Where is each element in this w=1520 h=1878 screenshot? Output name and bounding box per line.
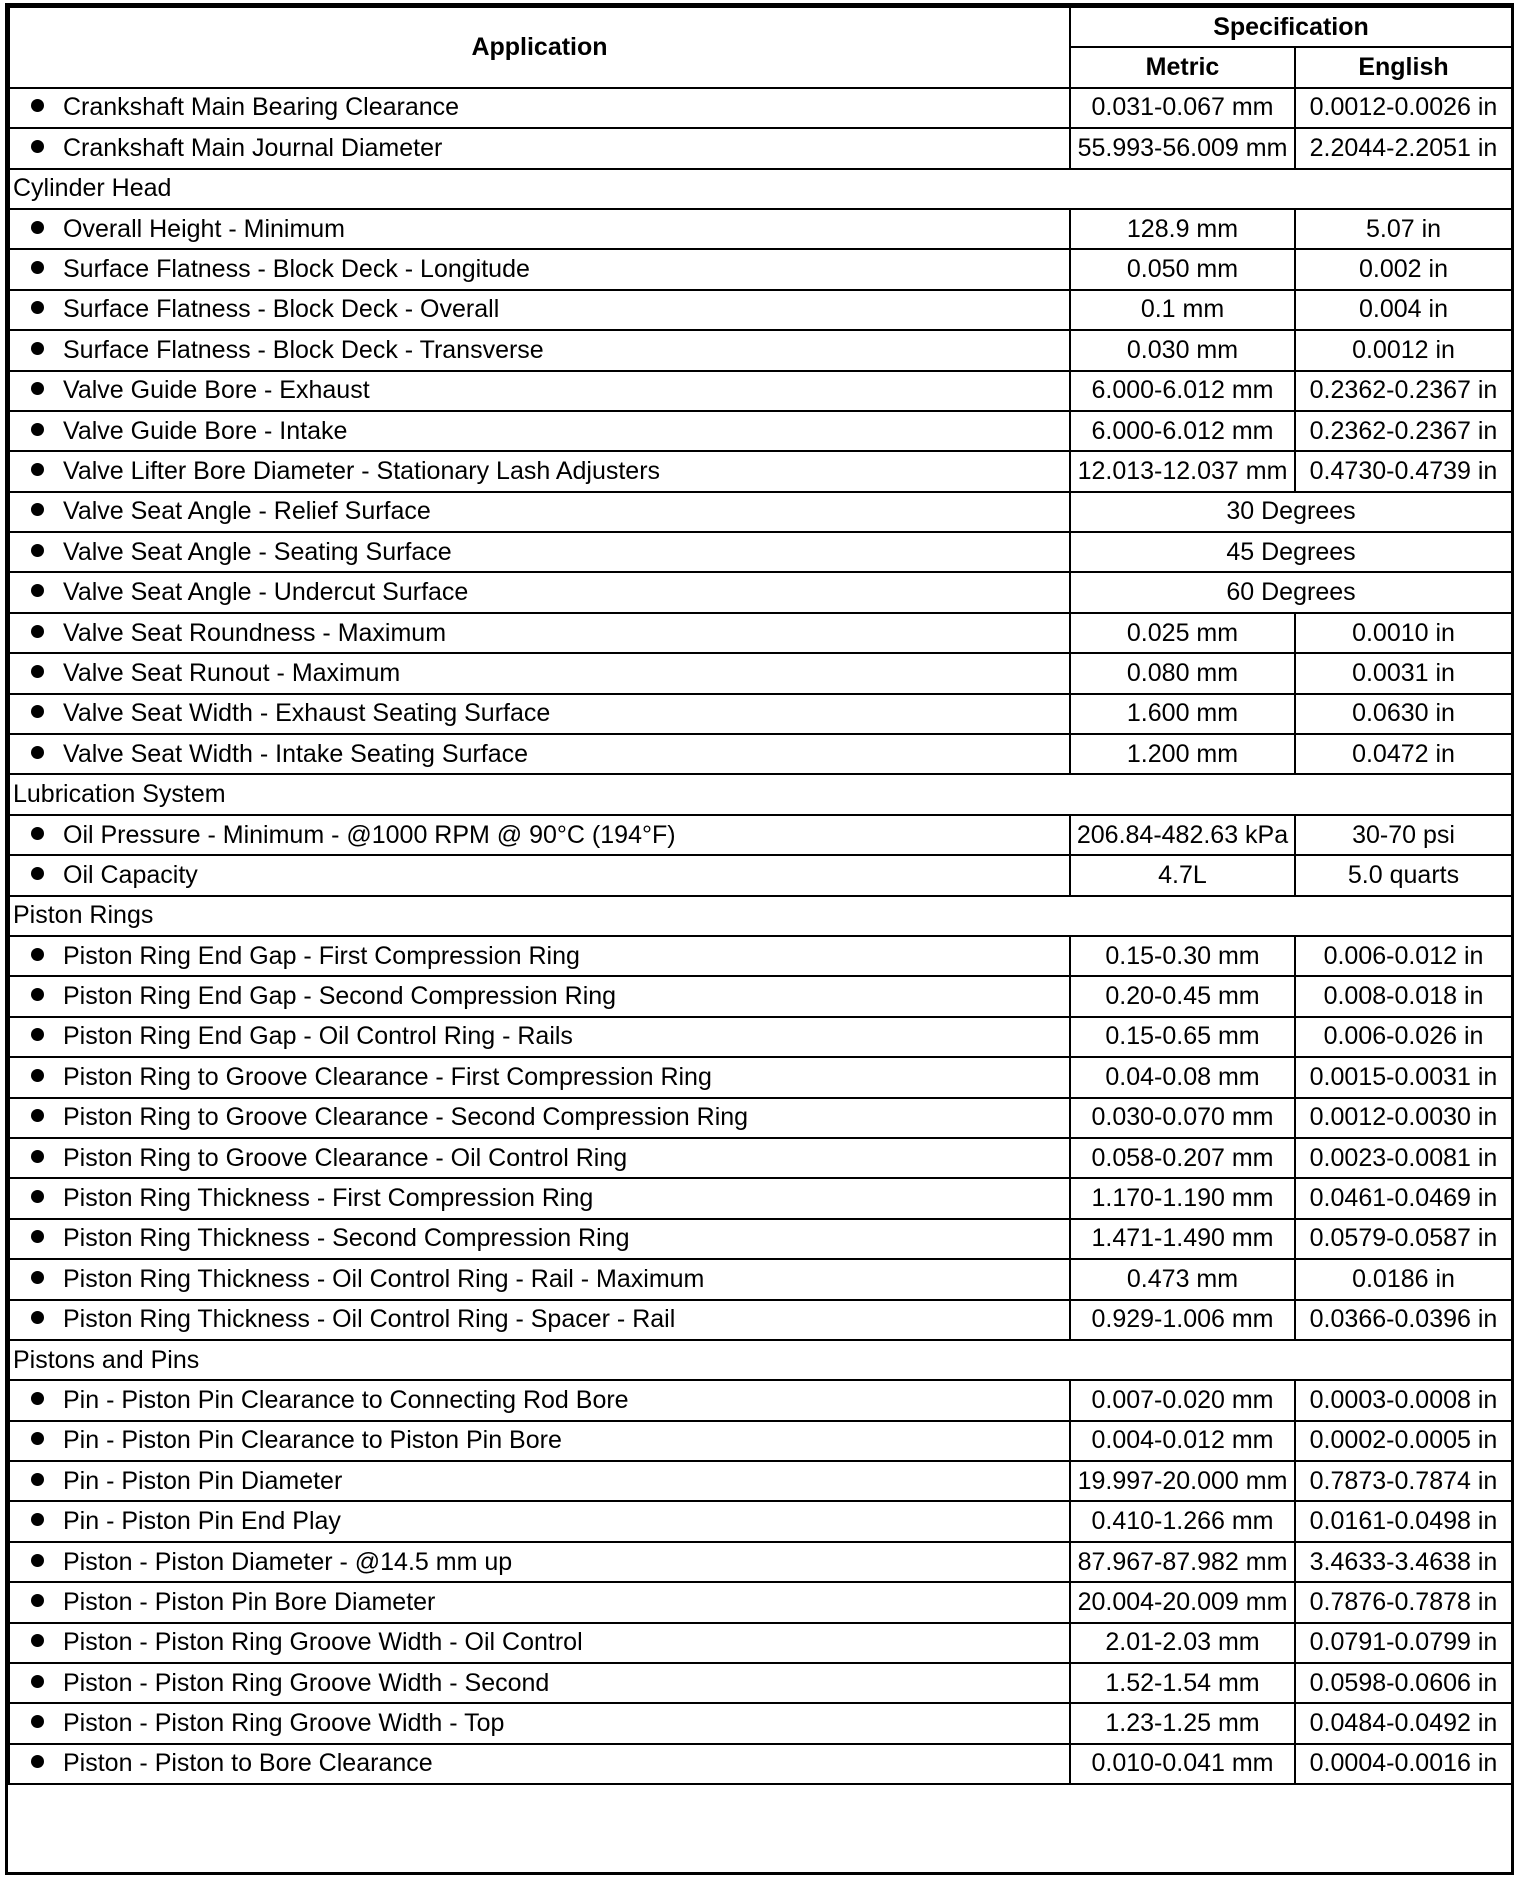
metric-value: 0.058-0.207 mm [1070, 1138, 1295, 1178]
bullet-icon [31, 1675, 44, 1688]
metric-value: 1.200 mm [1070, 734, 1295, 774]
english-value: 0.0002-0.0005 in [1295, 1421, 1512, 1461]
table-row [9, 976, 1512, 1016]
application-cell [9, 1219, 1070, 1259]
metric-value: 19.997-20.000 mm [1070, 1461, 1295, 1501]
bullet-icon [31, 1109, 44, 1122]
application-cell [9, 1623, 1070, 1663]
bullet-icon [31, 988, 44, 1001]
table-row [9, 1057, 1512, 1097]
metric-value: 1.471-1.490 mm [1070, 1219, 1295, 1259]
table-row [9, 1623, 1512, 1663]
application-label: Piston - Piston to Bore Clearance [63, 1749, 433, 1778]
application-label: Valve Guide Bore - Exhaust [63, 376, 370, 405]
metric-value: 0.20-0.45 mm [1070, 976, 1295, 1016]
bullet-icon [31, 1594, 44, 1607]
english-value: 5.07 in [1295, 209, 1512, 249]
english-value: 0.0472 in [1295, 734, 1512, 774]
bullet-icon [31, 423, 44, 436]
application-cell [9, 1542, 1070, 1582]
english-value: 0.0630 in [1295, 694, 1512, 734]
application-cell [9, 1138, 1070, 1178]
metric-value: 0.025 mm [1070, 613, 1295, 653]
bullet-icon [31, 1634, 44, 1647]
bullet-icon [31, 867, 44, 880]
application-cell [9, 572, 1070, 612]
table-row [9, 815, 1512, 855]
application-cell [9, 1703, 1070, 1743]
english-value: 0.008-0.018 in [1295, 976, 1512, 1016]
application-label: Valve Lifter Bore Diameter - Stationary Lash Adjusters [63, 456, 661, 485]
bullet-icon [31, 503, 44, 516]
section-title: Cylinder Head [9, 169, 1512, 209]
table-row [9, 1380, 1512, 1420]
english-value: 0.0003-0.0008 in [1295, 1380, 1512, 1420]
application-cell [9, 1057, 1070, 1097]
metric-value: 0.004-0.012 mm [1070, 1421, 1295, 1461]
application-cell [9, 976, 1070, 1016]
table-row [9, 734, 1512, 774]
bullet-icon [31, 948, 44, 961]
application-label: Piston - Piston Pin Bore Diameter [63, 1587, 436, 1616]
application-cell [9, 936, 1070, 976]
section-row [9, 896, 1512, 936]
metric-value: 0.010-0.041 mm [1070, 1744, 1295, 1784]
metric-value: 0.031-0.067 mm [1070, 88, 1295, 128]
bullet-icon [31, 746, 44, 759]
application-cell [9, 613, 1070, 653]
bullet-icon [31, 261, 44, 274]
application-cell [9, 249, 1070, 289]
section-title: Pistons and Pins [9, 1340, 1512, 1380]
application-cell [9, 1582, 1070, 1622]
table-row [9, 653, 1512, 693]
application-label: Piston Ring to Groove Clearance - Second Compression Ring [63, 1103, 749, 1132]
application-label: Valve Seat Angle - Seating Surface [63, 537, 452, 566]
application-label: Piston Ring End Gap - Oil Control Ring - Rails [63, 1022, 573, 1051]
application-label: Oil Capacity [63, 860, 198, 889]
application-cell [9, 88, 1070, 128]
specification-table [8, 6, 1513, 1785]
table-row [9, 1219, 1512, 1259]
application-cell [9, 128, 1070, 168]
bullet-icon [31, 99, 44, 112]
english-value: 0.002 in [1295, 249, 1512, 289]
bullet-icon [31, 1513, 44, 1526]
bullet-icon [31, 1150, 44, 1163]
bullet-icon [31, 625, 44, 638]
application-label: Piston Ring End Gap - Second Compression Ring [63, 982, 617, 1011]
metric-value: 0.15-0.65 mm [1070, 1017, 1295, 1057]
metric-value: 0.1 mm [1070, 290, 1295, 330]
metric-value: 55.993-56.009 mm [1070, 128, 1295, 168]
bullet-icon [31, 1432, 44, 1445]
bullet-icon [31, 665, 44, 678]
table-row [9, 128, 1512, 168]
english-header: English [1295, 47, 1512, 87]
bullet-icon [31, 301, 44, 314]
application-cell [9, 1017, 1070, 1057]
table-row [9, 1461, 1512, 1501]
application-label: Valve Seat Width - Intake Seating Surface [63, 739, 529, 768]
bullet-icon [31, 1392, 44, 1405]
english-value: 0.0031 in [1295, 653, 1512, 693]
english-value: 0.0579-0.0587 in [1295, 1219, 1512, 1259]
table-row [9, 1663, 1512, 1703]
table-row [9, 1098, 1512, 1138]
application-label: Valve Seat Width - Exhaust Seating Surface [63, 699, 551, 728]
bullet-icon [31, 584, 44, 597]
metric-value: 0.929-1.006 mm [1070, 1300, 1295, 1340]
english-value: 0.0791-0.0799 in [1295, 1623, 1512, 1663]
application-label: Valve Seat Angle - Undercut Surface [63, 578, 469, 607]
application-label: Pin - Piston Pin End Play [63, 1507, 341, 1536]
application-label: Piston Ring Thickness - Oil Control Ring - Rail - Maximum [63, 1264, 705, 1293]
application-cell [9, 411, 1070, 451]
metric-value: 0.030 mm [1070, 330, 1295, 370]
section-title: Lubrication System [9, 774, 1512, 814]
bullet-icon [31, 1190, 44, 1203]
english-value: 0.0012-0.0026 in [1295, 88, 1512, 128]
application-cell [9, 855, 1070, 895]
english-value: 30-70 psi [1295, 815, 1512, 855]
table-row [9, 936, 1512, 976]
application-label: Valve Seat Runout - Maximum [63, 658, 401, 687]
english-value: 0.7876-0.7878 in [1295, 1582, 1512, 1622]
application-label: Piston - Piston Ring Groove Width - Top [63, 1709, 505, 1738]
application-cell [9, 330, 1070, 370]
metric-value: 6.000-6.012 mm [1070, 371, 1295, 411]
english-value: 0.0461-0.0469 in [1295, 1178, 1512, 1218]
bullet-icon [31, 1311, 44, 1324]
bullet-icon [31, 544, 44, 557]
bullet-icon [31, 140, 44, 153]
metric-value: 0.04-0.08 mm [1070, 1057, 1295, 1097]
metric-value: 20.004-20.009 mm [1070, 1582, 1295, 1622]
table-row [9, 1501, 1512, 1541]
bullet-icon [31, 463, 44, 476]
english-value: 0.2362-0.2367 in [1295, 411, 1512, 451]
metric-value: 0.030-0.070 mm [1070, 1098, 1295, 1138]
bullet-icon [31, 382, 44, 395]
table-row [9, 1421, 1512, 1461]
table-row [9, 1582, 1512, 1622]
bullet-icon [31, 1028, 44, 1041]
english-value: 0.0366-0.0396 in [1295, 1300, 1512, 1340]
application-cell [9, 1300, 1070, 1340]
application-label: Piston - Piston Ring Groove Width - Second [63, 1668, 550, 1697]
metric-value: 1.600 mm [1070, 694, 1295, 734]
application-cell [9, 1744, 1070, 1784]
table-row [9, 1300, 1512, 1340]
table-row [9, 1259, 1512, 1299]
application-cell [9, 371, 1070, 411]
application-cell [9, 734, 1070, 774]
table-row [9, 330, 1512, 370]
metric-value: 4.7L [1070, 855, 1295, 895]
metric-value: 87.967-87.982 mm [1070, 1542, 1295, 1582]
metric-value: 0.410-1.266 mm [1070, 1501, 1295, 1541]
english-value: 0.0015-0.0031 in [1295, 1057, 1512, 1097]
application-cell [9, 1663, 1070, 1703]
bullet-icon [31, 1069, 44, 1082]
table-row [9, 855, 1512, 895]
bullet-icon [31, 705, 44, 718]
application-cell [9, 492, 1070, 532]
application-label: Piston Ring to Groove Clearance - First Compression Ring [63, 1062, 712, 1091]
application-cell [9, 1098, 1070, 1138]
bullet-icon [31, 827, 44, 840]
metric-value: 12.013-12.037 mm [1070, 451, 1295, 491]
table-row [9, 572, 1512, 612]
application-label: Surface Flatness - Block Deck - Longitude [63, 255, 530, 284]
application-cell [9, 1259, 1070, 1299]
english-value: 0.0012-0.0030 in [1295, 1098, 1512, 1138]
application-label: Pin - Piston Pin Clearance to Piston Pin Bore [63, 1426, 562, 1455]
application-cell [9, 694, 1070, 734]
application-cell [9, 815, 1070, 855]
application-cell [9, 1421, 1070, 1461]
metric-value: 0.473 mm [1070, 1259, 1295, 1299]
application-cell [9, 1178, 1070, 1218]
english-value: 0.0161-0.0498 in [1295, 1501, 1512, 1541]
table-row [9, 290, 1512, 330]
metric-value: 0.007-0.020 mm [1070, 1380, 1295, 1420]
metric-value: 206.84-482.63 kPa [1070, 815, 1295, 855]
bullet-icon [31, 1755, 44, 1768]
application-label: Valve Guide Bore - Intake [63, 416, 348, 445]
english-value: 0.006-0.012 in [1295, 936, 1512, 976]
table-row [9, 1744, 1512, 1784]
table-row [9, 532, 1512, 572]
english-value: 0.7873-0.7874 in [1295, 1461, 1512, 1501]
table-row [9, 209, 1512, 249]
bullet-icon [31, 221, 44, 234]
bullet-icon [31, 1715, 44, 1728]
bullet-icon [31, 1554, 44, 1567]
section-row [9, 1340, 1512, 1380]
metric-value: 0.15-0.30 mm [1070, 936, 1295, 976]
english-value: 0.004 in [1295, 290, 1512, 330]
application-label: Piston Ring to Groove Clearance - Oil Control Ring [63, 1143, 628, 1172]
application-cell [9, 1461, 1070, 1501]
bullet-icon [31, 1230, 44, 1243]
specification-header: Specification [1070, 7, 1512, 47]
table-row [9, 613, 1512, 653]
application-label: Overall Height - Minimum [63, 214, 346, 243]
english-value: 0.006-0.026 in [1295, 1017, 1512, 1057]
header-row-top [9, 7, 1512, 47]
metric-value: 1.170-1.190 mm [1070, 1178, 1295, 1218]
application-label: Piston Ring Thickness - Oil Control Ring - Spacer - Rail [63, 1305, 676, 1334]
table-row [9, 694, 1512, 734]
application-cell [9, 653, 1070, 693]
metric-value: 128.9 mm [1070, 209, 1295, 249]
application-label: Valve Seat Roundness - Maximum [63, 618, 447, 647]
application-label: Crankshaft Main Journal Diameter [63, 133, 443, 162]
english-value: 0.0023-0.0081 in [1295, 1138, 1512, 1178]
specification-body [9, 88, 1512, 1784]
application-label: Piston Ring Thickness - Second Compression Ring [63, 1224, 630, 1253]
table-row [9, 1703, 1512, 1743]
application-cell [9, 1501, 1070, 1541]
table-row [9, 451, 1512, 491]
bullet-icon [31, 1271, 44, 1284]
bullet-icon [31, 342, 44, 355]
application-label: Crankshaft Main Bearing Clearance [63, 93, 460, 122]
table-row [9, 1178, 1512, 1218]
bullet-icon [31, 1473, 44, 1486]
table-row [9, 371, 1512, 411]
table-row [9, 411, 1512, 451]
application-label: Piston - Piston Ring Groove Width - Oil Control [63, 1628, 583, 1657]
application-label: Piston - Piston Diameter - @14.5 mm up [63, 1547, 513, 1576]
english-value: 2.2044-2.2051 in [1295, 128, 1512, 168]
merged-value-cell: 45 Degrees [1070, 532, 1512, 572]
english-value: 5.0 quarts [1295, 855, 1512, 895]
application-cell [9, 290, 1070, 330]
application-label: Piston Ring Thickness - First Compression Ring [63, 1184, 594, 1213]
table-row [9, 1017, 1512, 1057]
application-cell [9, 451, 1070, 491]
english-value: 0.0010 in [1295, 613, 1512, 653]
metric-value: 2.01-2.03 mm [1070, 1623, 1295, 1663]
table-row [9, 492, 1512, 532]
application-label: Pin - Piston Pin Diameter [63, 1466, 343, 1495]
metric-value: 0.080 mm [1070, 653, 1295, 693]
application-cell [9, 209, 1070, 249]
metric-value: 1.52-1.54 mm [1070, 1663, 1295, 1703]
merged-value-cell: 60 Degrees [1070, 572, 1512, 612]
english-value: 0.0484-0.0492 in [1295, 1703, 1512, 1743]
application-label: Surface Flatness - Block Deck - Overall [63, 295, 500, 324]
english-value: 0.0598-0.0606 in [1295, 1663, 1512, 1703]
metric-value: 0.050 mm [1070, 249, 1295, 289]
merged-value-cell: 30 Degrees [1070, 492, 1512, 532]
english-value: 0.0012 in [1295, 330, 1512, 370]
english-value: 0.4730-0.4739 in [1295, 451, 1512, 491]
table-row [9, 1138, 1512, 1178]
table-row [9, 249, 1512, 289]
section-row [9, 774, 1512, 814]
section-row [9, 169, 1512, 209]
metric-header: Metric [1070, 47, 1295, 87]
application-label: Piston Ring End Gap - First Compression Ring [63, 941, 580, 970]
application-cell [9, 1380, 1070, 1420]
application-label: Surface Flatness - Block Deck - Transverse [63, 335, 544, 364]
application-label: Pin - Piston Pin Clearance to Connecting Rod Bore [63, 1385, 629, 1414]
section-title: Piston Rings [9, 896, 1512, 936]
english-value: 3.4633-3.4638 in [1295, 1542, 1512, 1582]
application-header: Application [9, 7, 1070, 88]
application-label: Valve Seat Angle - Relief Surface [63, 497, 431, 526]
application-label: Oil Pressure - Minimum - @1000 RPM @ 90°C (194°F) [63, 820, 676, 849]
table-row [9, 1542, 1512, 1582]
english-value: 0.2362-0.2367 in [1295, 371, 1512, 411]
english-value: 0.0004-0.0016 in [1295, 1744, 1512, 1784]
metric-value: 1.23-1.25 mm [1070, 1703, 1295, 1743]
application-cell [9, 532, 1070, 572]
metric-value: 6.000-6.012 mm [1070, 411, 1295, 451]
english-value: 0.0186 in [1295, 1259, 1512, 1299]
table-row [9, 88, 1512, 128]
